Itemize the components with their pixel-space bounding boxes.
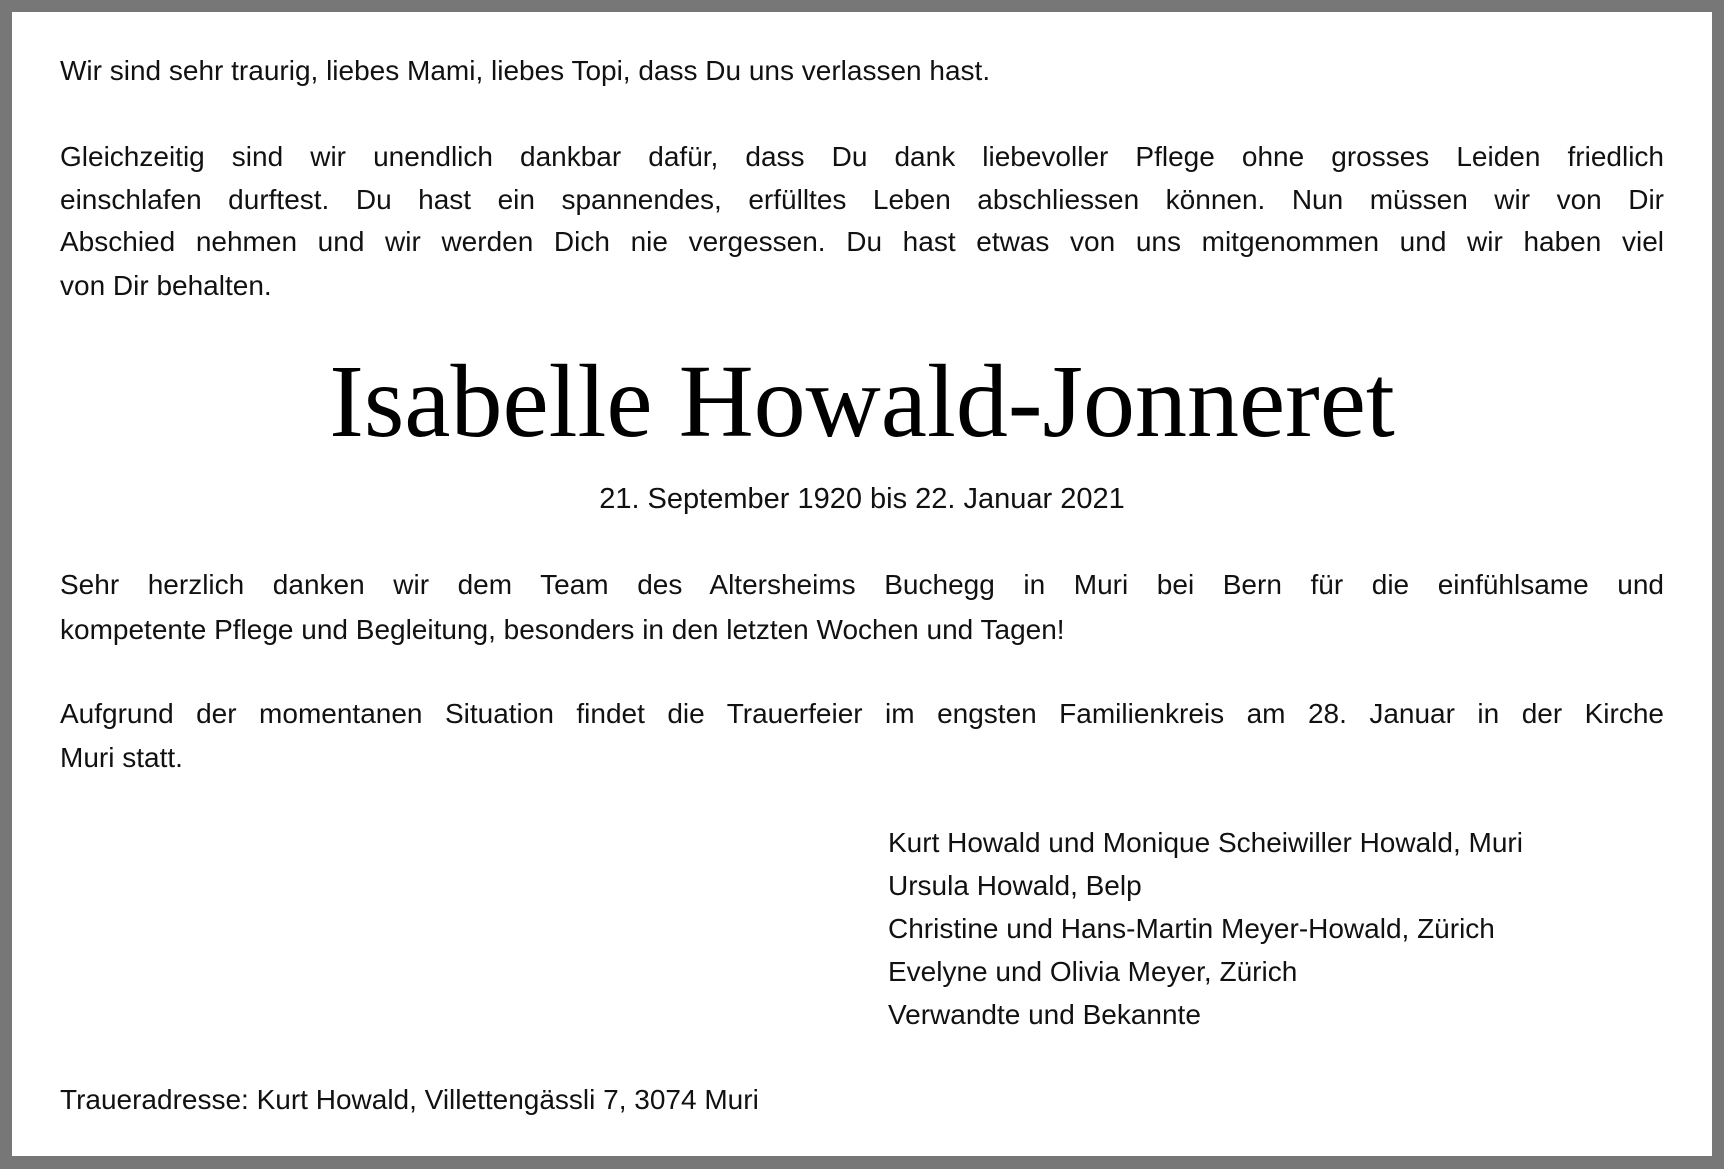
obituary-page bbox=[12, 12, 1712, 1156]
thanks-paragraph-line: Gleichzeitig sind wir unendlich dankbar dafür, dass Du dank liebevoller Pflege ohne grosses Leiden friedlich bbox=[60, 141, 1664, 172]
mourning-address: Traueradresse: Kurt Howald, Villettengässli 7, 3074 Muri bbox=[60, 1084, 759, 1115]
thanks-paragraph-line: von Dir behalten. bbox=[60, 270, 272, 301]
signatory: Verwandte und Bekannte bbox=[888, 999, 1201, 1030]
deceased-name: Isabelle Howald-Jonneret bbox=[329, 344, 1395, 459]
thanks-paragraph-line: einschlafen durftest. Du hast ein spannendes, erfülltes Leben abschliessen können. Nun müssen wir von Dir bbox=[60, 184, 1664, 215]
funeral-paragraph-line: Aufgrund der momentanen Situation findet die Trauerfeier im engsten Familienkreis am 28. Januar in der Kirche bbox=[60, 698, 1664, 729]
signatory: Evelyne und Olivia Meyer, Zürich bbox=[888, 956, 1298, 987]
signatory: Kurt Howald und Monique Scheiwiller Howald, Muri bbox=[888, 827, 1523, 858]
life-dates: 21. September 1920 bis 22. Januar 2021 bbox=[599, 483, 1125, 515]
signatory: Christine und Hans-Martin Meyer-Howald, Zürich bbox=[888, 913, 1495, 944]
thanks-paragraph-line: Abschied nehmen und wir werden Dich nie vergessen. Du hast etwas von uns mitgenommen und wir haben viel bbox=[60, 226, 1664, 257]
care-paragraph-line: Sehr herzlich danken wir dem Team des Altersheims Buchegg in Muri bei Bern für die einfühlsame und bbox=[60, 569, 1664, 600]
funeral-paragraph-line: Muri statt. bbox=[60, 742, 183, 773]
intro-text: Wir sind sehr traurig, liebes Mami, liebes Topi, dass Du uns verlassen hast. bbox=[60, 55, 991, 86]
care-paragraph-line: kompetente Pflege und Begleitung, besonders in den letzten Wochen und Tagen! bbox=[60, 614, 1065, 645]
signatory: Ursula Howald, Belp bbox=[888, 870, 1142, 901]
